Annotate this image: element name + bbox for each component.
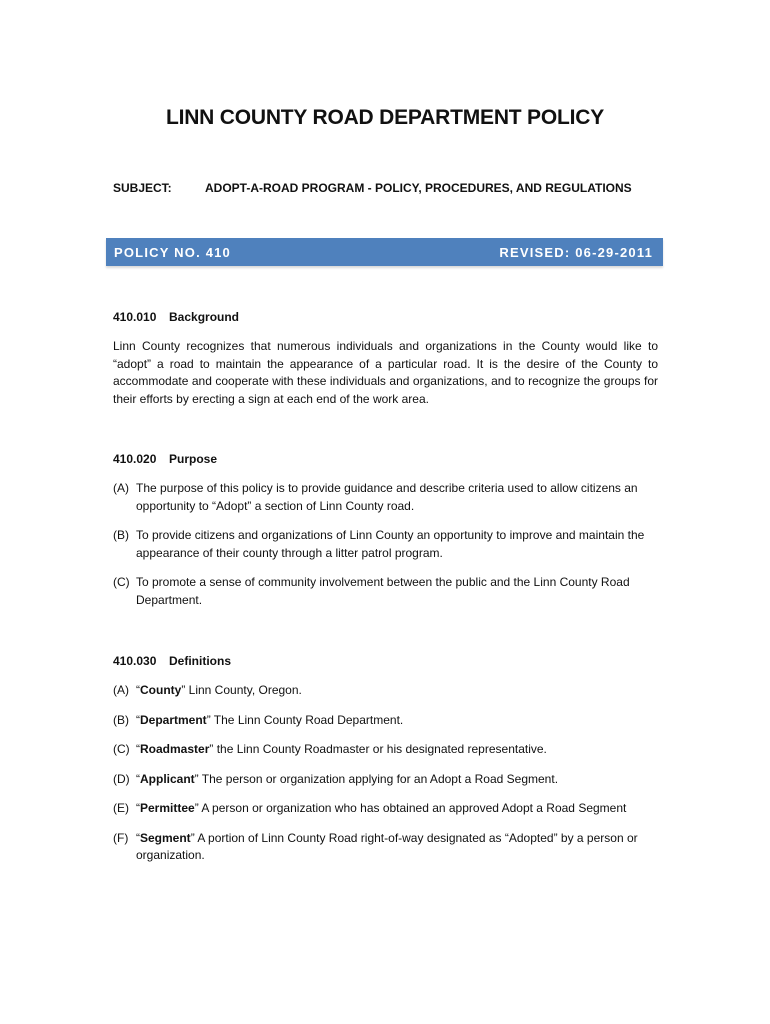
list-marker: (F) [113, 830, 129, 845]
list-marker: (A) [113, 481, 129, 495]
open-quote: “ [136, 801, 140, 815]
definition-text: A portion of Linn County Road right-of-way designated as “Adopted” by a person or organization. [136, 830, 638, 862]
definition-item [113, 830, 658, 865]
definition-term: Permittee [140, 801, 195, 815]
definition-text: Linn County, Oregon. [185, 683, 302, 697]
definition-term: Segment [140, 830, 191, 845]
close-quote: ” [190, 830, 195, 845]
close-quote: ” [209, 742, 214, 756]
section-heading [113, 452, 658, 466]
section-number: 410.010 [113, 310, 157, 324]
list-marker: (C) [113, 742, 130, 756]
subject-line [113, 181, 660, 195]
section-number: 410.030 [113, 654, 157, 668]
open-quote: “ [136, 683, 140, 697]
list-text: To promote a sense of community involvement between the public and the Linn County Road Department. [136, 575, 630, 607]
open-quote: “ [136, 742, 140, 756]
list-text: The purpose of this policy is to provide guidance and describe criteria used to allow citizens an opportunity to “Adopt” a section of Linn County road. [136, 481, 638, 513]
definition-item [113, 771, 658, 789]
policy-banner [106, 238, 663, 266]
close-quote: ” [206, 712, 211, 727]
section-heading [113, 654, 658, 668]
open-quote: “ [136, 771, 140, 786]
close-quote: ” [194, 801, 199, 815]
list-marker: (A) [113, 683, 129, 697]
open-quote: “ [136, 830, 140, 845]
definition-text: the Linn County Roadmaster or his designated representative. [213, 742, 547, 756]
definition-term: Roadmaster [140, 742, 210, 756]
list-marker: (D) [113, 771, 130, 786]
section-title: Definitions [169, 654, 231, 668]
open-quote: “ [136, 712, 140, 727]
definition-item [113, 741, 658, 759]
list-marker: (B) [113, 712, 129, 727]
section-title: Purpose [169, 452, 218, 466]
revised-date: REVISED: 06-29-2011 [499, 244, 653, 260]
section-heading [113, 310, 658, 324]
list-item [113, 574, 658, 609]
section-title: Background [169, 310, 240, 324]
definition-text: The person or organization applying for an Adopt a Road Segment. [198, 771, 559, 786]
definition-text: The Linn County Road Department. [210, 712, 404, 727]
document-title: LINN COUNTY ROAD DEPARTMENT POLICY [165, 106, 605, 129]
section-purpose [113, 452, 658, 621]
list-item [113, 480, 658, 515]
list-marker: (C) [113, 575, 130, 589]
list-marker: (B) [113, 528, 129, 542]
policy-number: POLICY NO. 410 [114, 244, 231, 260]
section-number: 410.020 [113, 452, 157, 466]
list-marker: (E) [113, 801, 129, 815]
background-paragraph: Linn County recognizes that numerous individuals and organizations in the County would like to “adopt” a road to maintain the appearance of a particular road. It is the desire of the County to accommodate and cooperate with these individuals and organizations, and to recognize the groups for their efforts by erecting a sign at each end of the work area. [113, 339, 658, 406]
list-item [113, 527, 658, 562]
subject-label: SUBJECT: [113, 181, 172, 195]
section-definitions [113, 654, 658, 877]
definition-term: Applicant [140, 771, 195, 786]
list-text: To provide citizens and organizations of Linn County an opportunity to improve and maintain the appearance of their county through a litter patrol program. [136, 528, 645, 560]
definition-item [113, 800, 658, 818]
definition-item [113, 682, 658, 700]
subject-value: ADOPT-A-ROAD PROGRAM - POLICY, PROCEDURES, AND REGULATIONS [205, 181, 632, 195]
close-quote: ” [194, 771, 199, 786]
definition-text: A person or organization who has obtained an approved Adopt a Road Segment [198, 801, 627, 815]
definition-item [113, 712, 658, 730]
section-background [113, 310, 658, 408]
definition-term: County [140, 683, 182, 697]
definition-term: Department [140, 712, 207, 727]
close-quote: ” [181, 683, 186, 697]
